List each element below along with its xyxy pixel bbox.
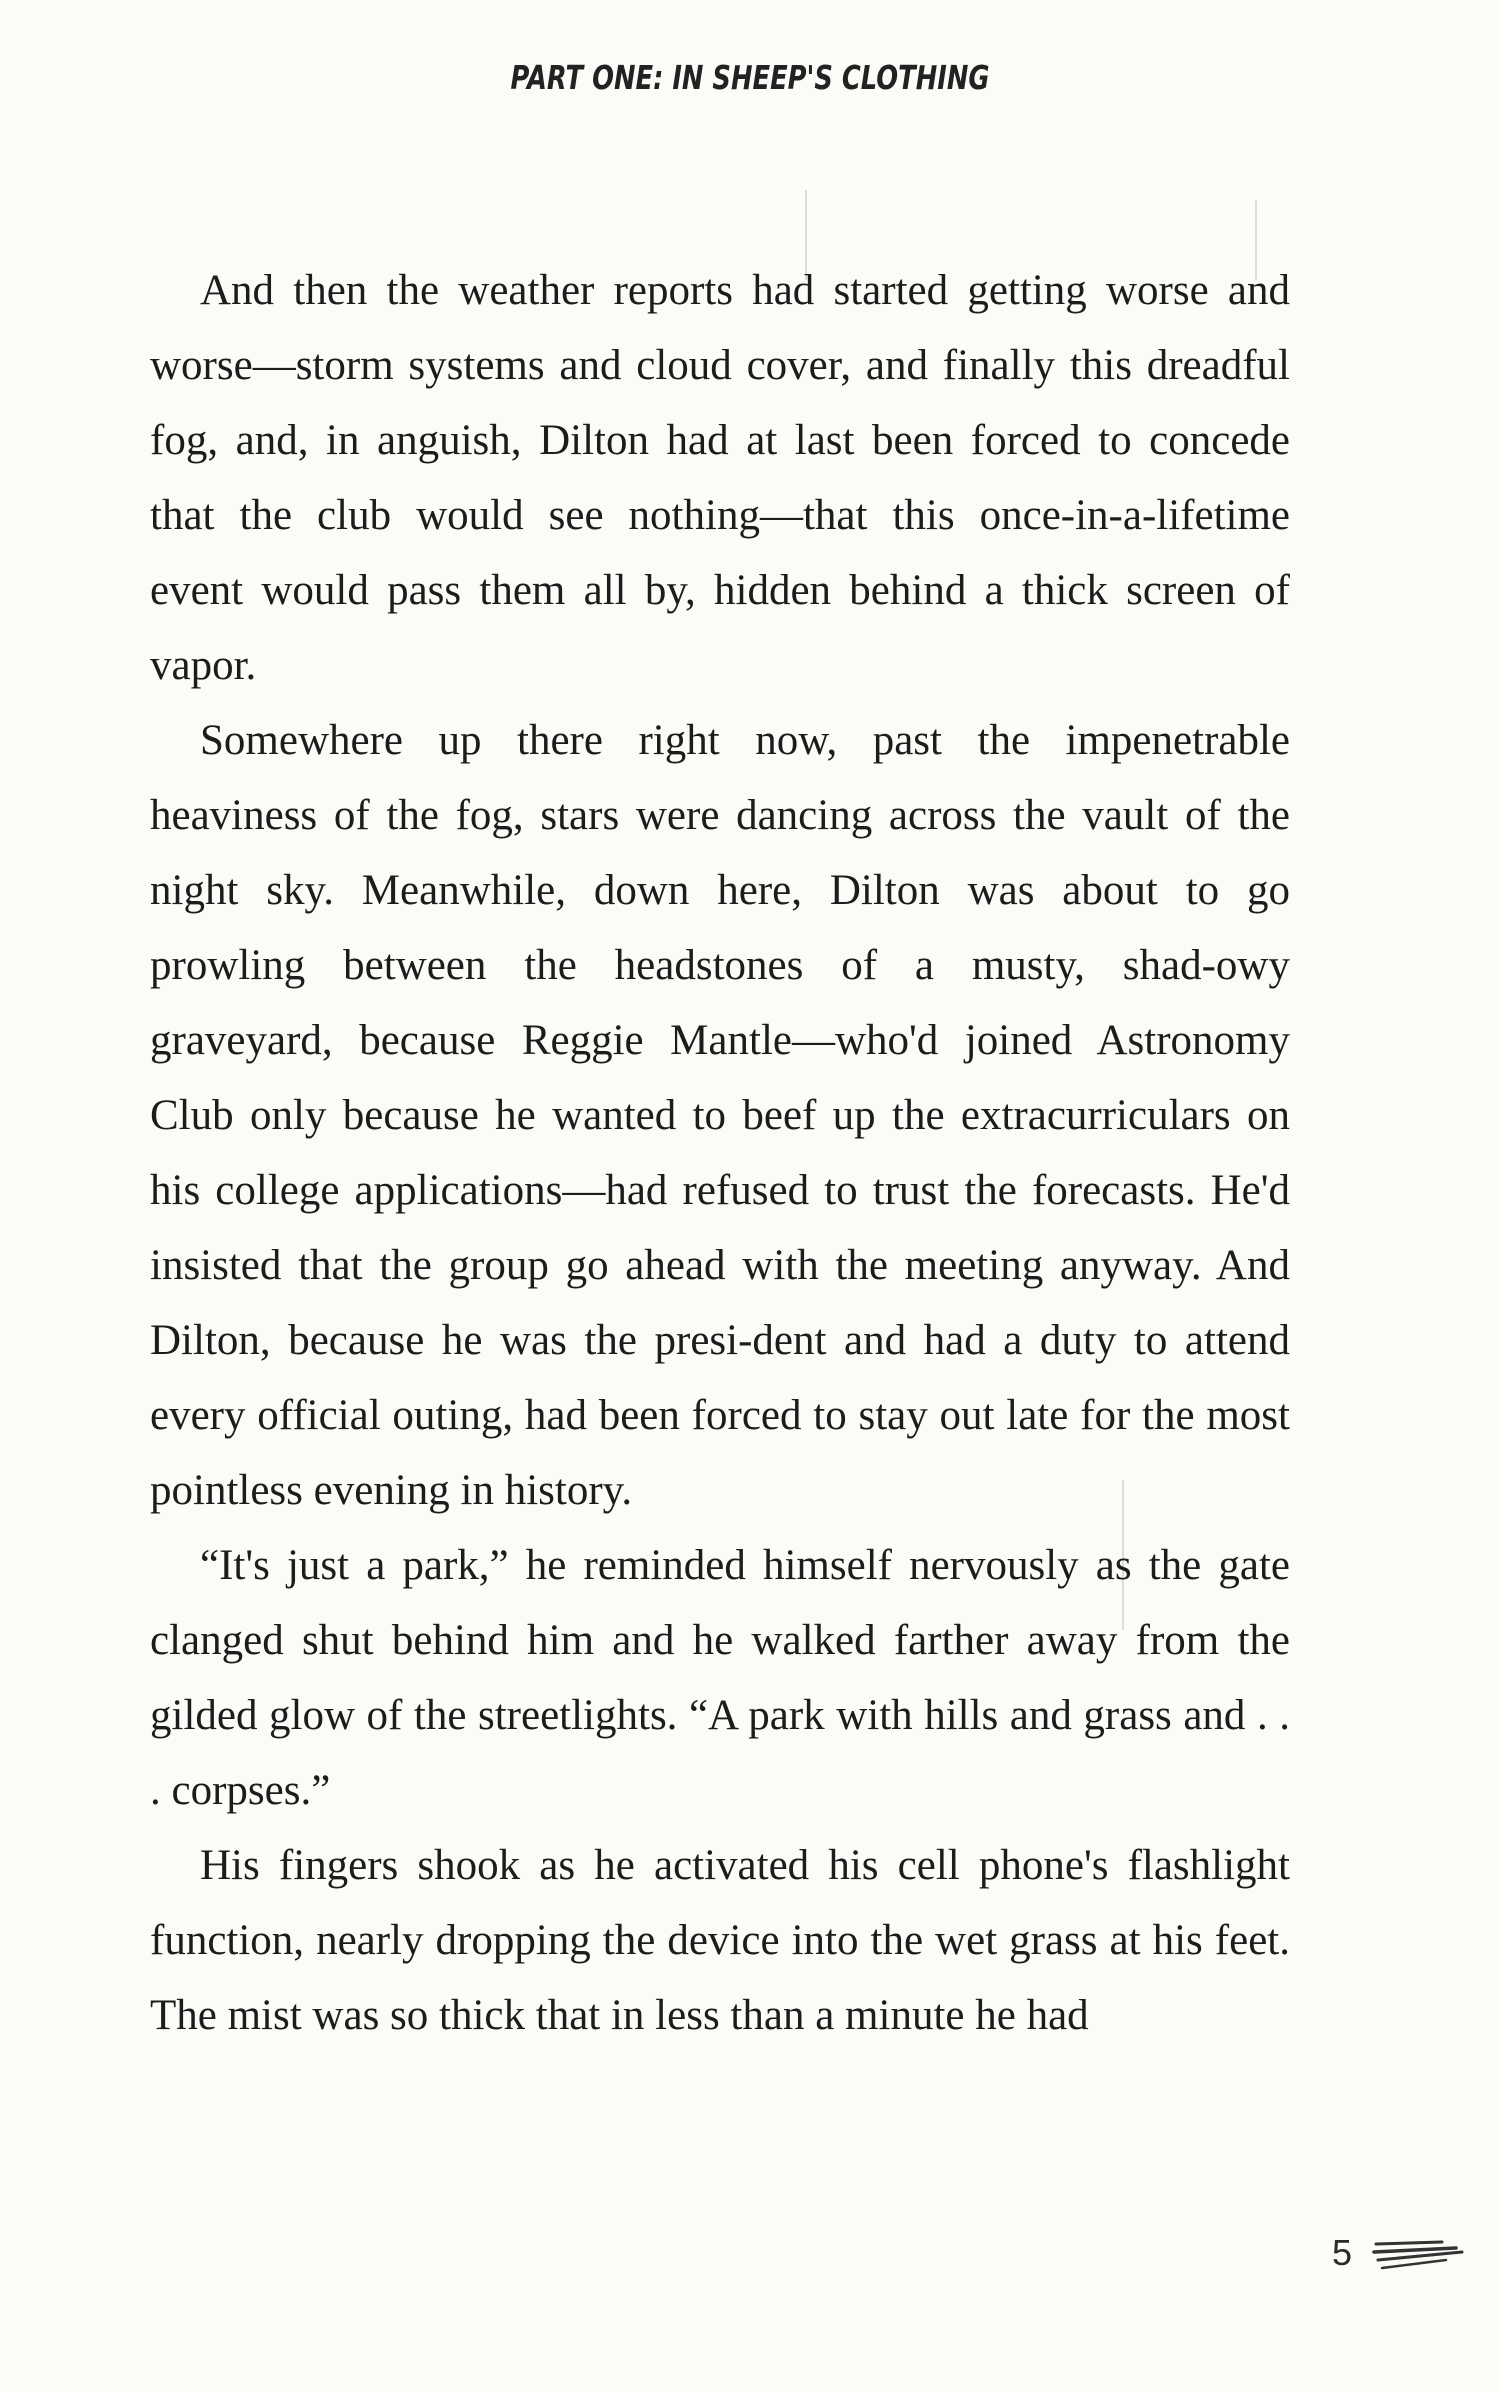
body-text (150, 253, 1290, 2053)
paragraph-4: His fingers shook as he activated his cell phone's flashlight function, nearly dropping the device into the wet grass at his feet. The mist was so thick that in less than a minute he had (150, 1842, 1290, 2039)
paragraph-2: Somewhere up there right now, past the impenetrable heaviness of the fog, stars were dancing across the vault of the night sky. Meanwhile, down here, Dilton was about to go prowling between the headstones of a musty, shad-owy graveyard, because Reggie Mantle—who'd joined Astronomy Club only because he wanted to beef up the extracurriculars on his college applications—had refused to trust the forecasts. He'd insisted that the group go ahead with the meeting anyway. And Dilton, because he was the presi-dent and had a duty to attend every official outing, had been forced to stay out late for the most pointless evening in history. (150, 717, 1290, 1514)
running-head: PART ONE: IN SHEEP'S CLOTHING (510, 58, 990, 97)
claw-scratch-icon (1372, 2236, 1472, 2276)
paragraph-3: “It's just a park,” he reminded himself nervously as the gate clanged shut behind him and he walked farther away from the gilded glow of the streetlights. “A park with hills and grass and . . . corpses.” (150, 1542, 1290, 1814)
page-number: 5 (1332, 2232, 1353, 2273)
paragraph-1: And then the weather reports had started getting worse and worse—storm systems and cloud cover, and finally this dreadful fog, and, in anguish, Dilton had at last been forced to concede that the club would see nothing—that this once-in-a-lifetime event would pass them all by, hidden behind a thick screen of vapor. (150, 267, 1290, 689)
